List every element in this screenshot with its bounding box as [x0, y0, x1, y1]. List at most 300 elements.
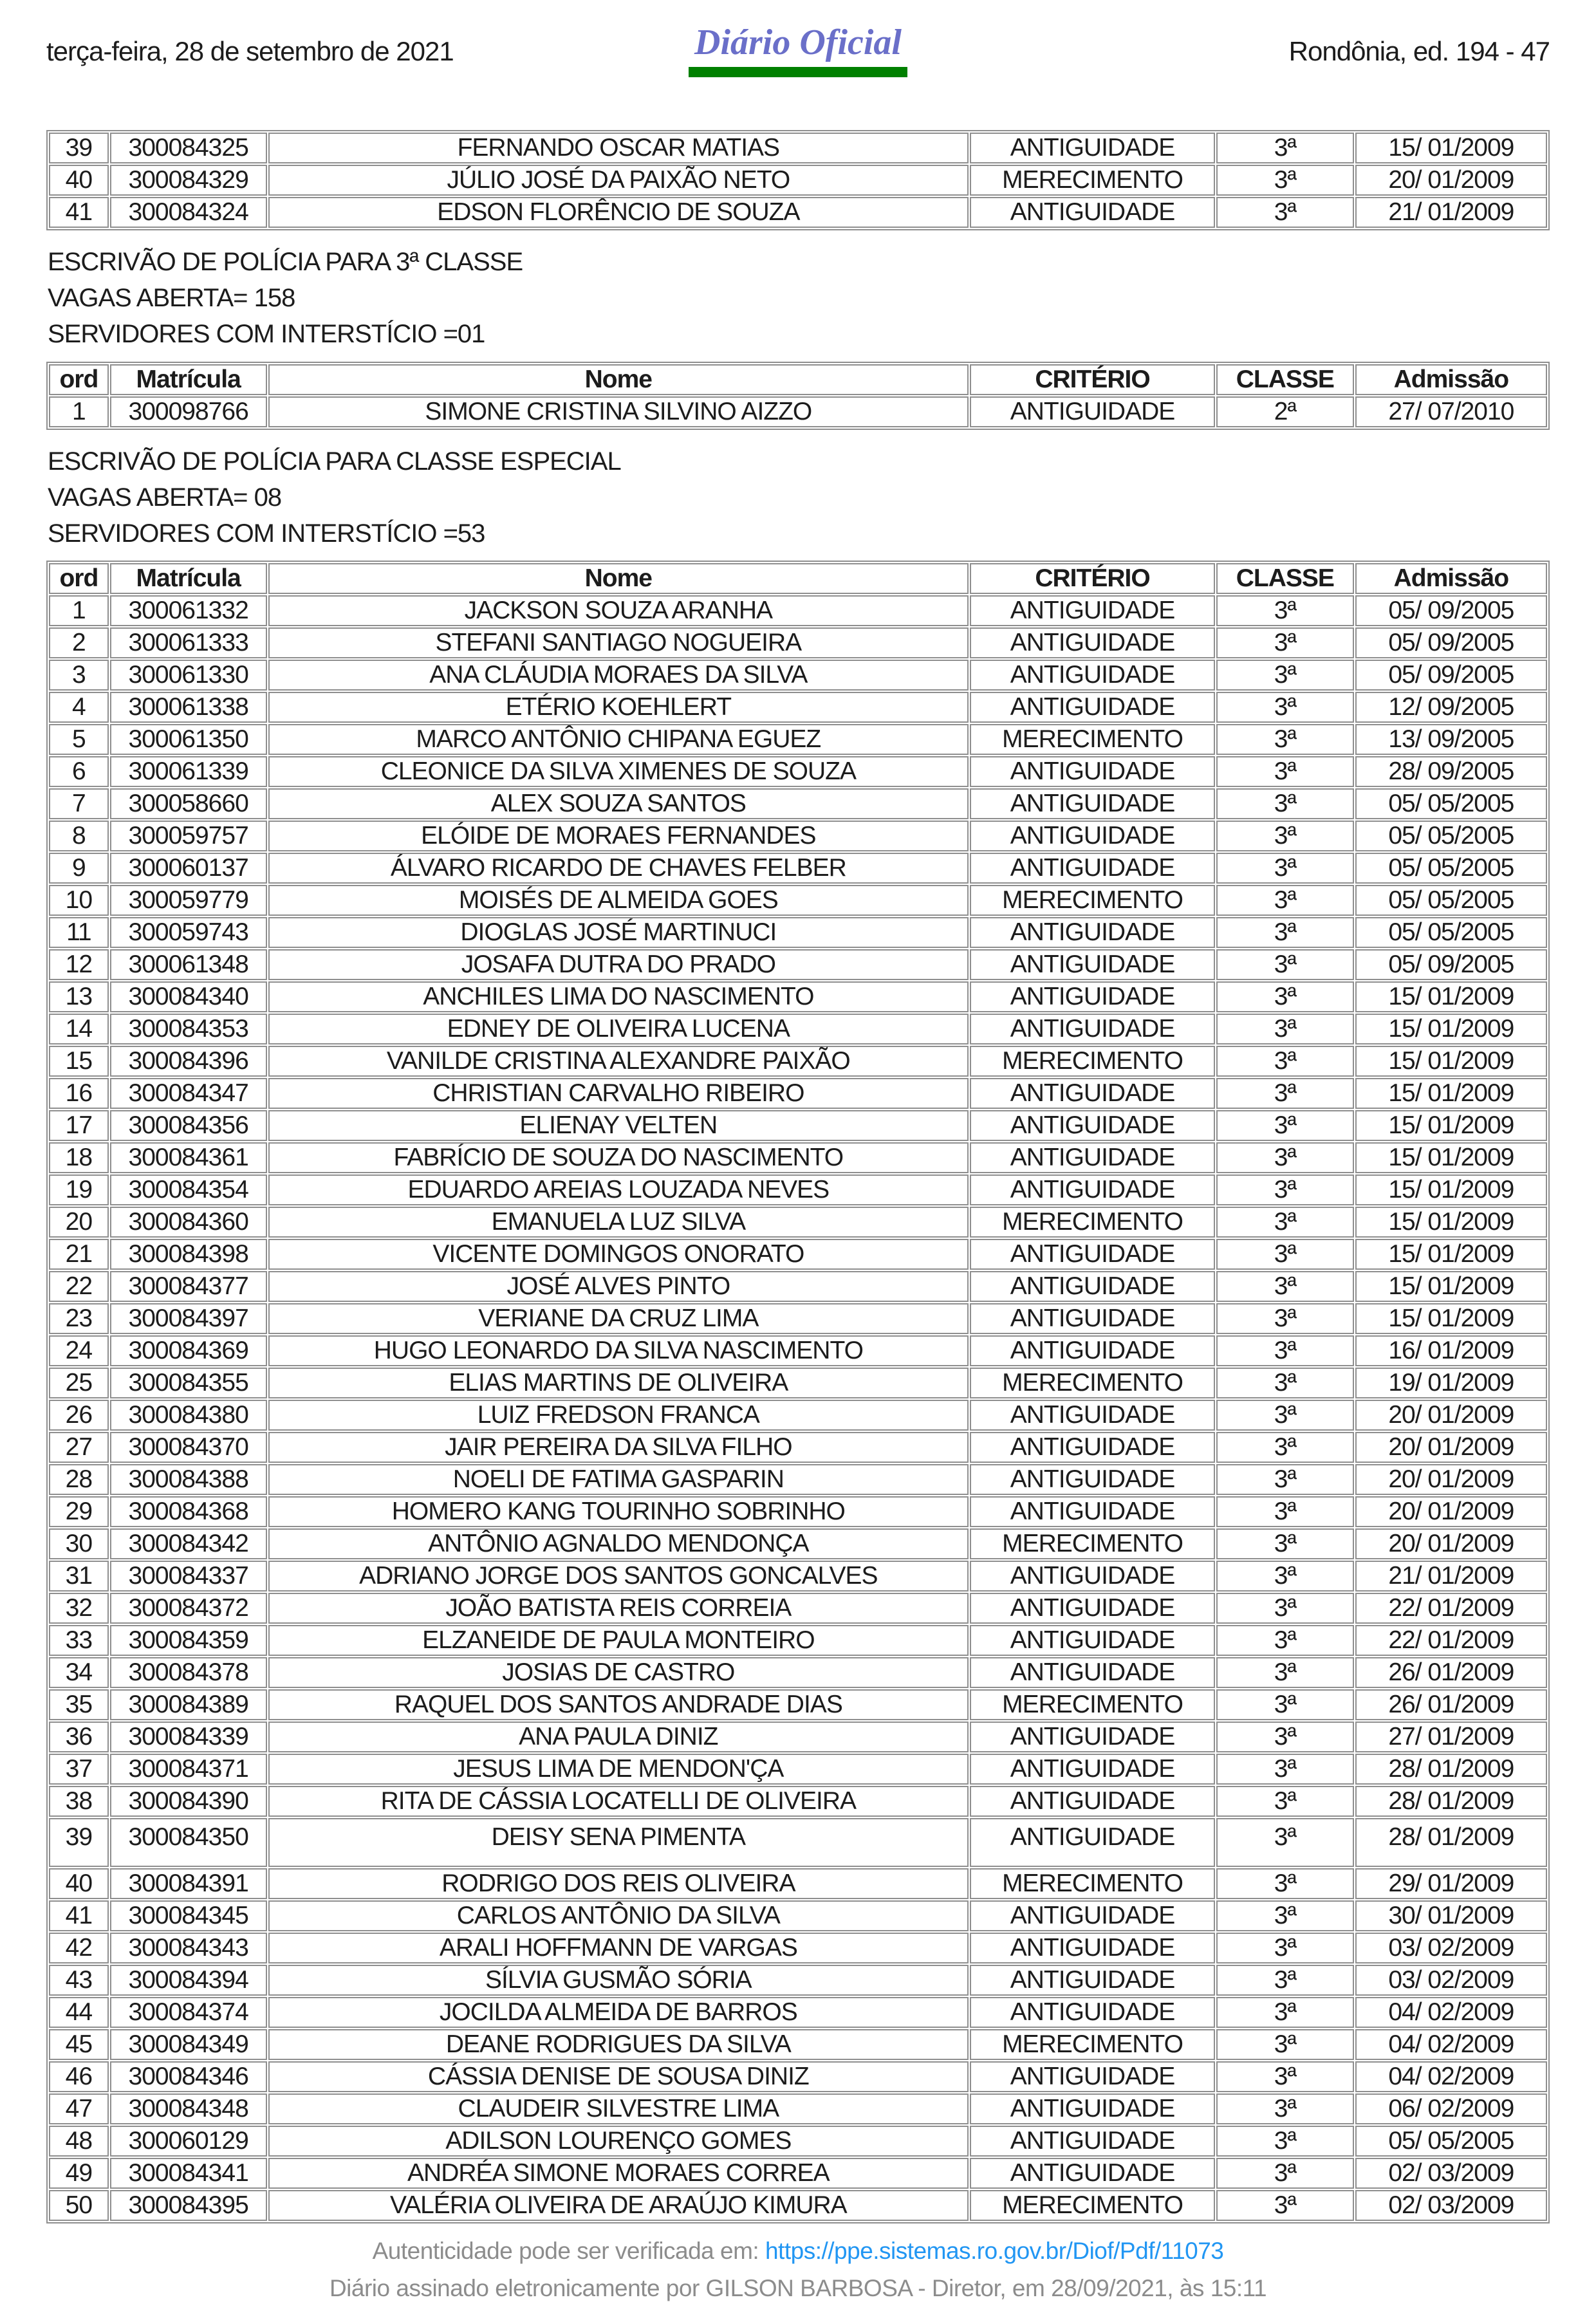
- table-row: [49, 981, 1547, 1012]
- table-cell: 300084378: [110, 1657, 267, 1688]
- table-cell: 300084390: [110, 1786, 267, 1817]
- table-cell: 3ª: [1216, 724, 1354, 755]
- table-cell: 44: [49, 1997, 109, 2028]
- table-cell: 300061350: [110, 724, 267, 755]
- table-cell: 3ª: [1216, 1335, 1354, 1366]
- promotion-table-terceira-classe: [46, 362, 1550, 430]
- table-cell: JESUS LIMA DE MENDON'ÇA: [268, 1754, 969, 1785]
- masthead-title-block: [689, 22, 907, 77]
- table-cell: 19: [49, 1174, 109, 1205]
- table-row: [49, 1110, 1547, 1141]
- table-row: [49, 853, 1547, 884]
- table-cell: FERNANDO OSCAR MATIAS: [268, 133, 969, 163]
- table-row: [49, 1335, 1547, 1366]
- table-cell: 3ª: [1216, 660, 1354, 691]
- table-cell: 15/ 01/2009: [1355, 1078, 1547, 1109]
- table-cell: 15/ 01/2009: [1355, 1142, 1547, 1173]
- table-cell: 05/ 09/2005: [1355, 627, 1547, 658]
- table-row: [49, 2190, 1547, 2221]
- table-cell: ANTIGUIDADE: [970, 1786, 1215, 1817]
- table-cell: MARCO ANTÔNIO CHIPANA EGUEZ: [268, 724, 969, 755]
- table-cell: CARLOS ANTÔNIO DA SILVA: [268, 1900, 969, 1931]
- table-cell: EDNEY DE OLIVEIRA LUCENA: [268, 1014, 969, 1044]
- table-cell: 15/ 01/2009: [1355, 1271, 1547, 1302]
- table-row: [49, 1078, 1547, 1109]
- column-header: Nome: [268, 563, 969, 594]
- authenticity-prefix: Autenticidade pode ser verificada em:: [372, 2238, 765, 2265]
- table-cell: 300084324: [110, 197, 267, 228]
- table-cell: 300084380: [110, 1400, 267, 1431]
- table-cell: 27: [49, 1432, 109, 1463]
- table-cell: 15/ 01/2009: [1355, 1110, 1547, 1141]
- page-footer: [46, 2238, 1550, 2302]
- table-cell: 300084337: [110, 1561, 267, 1592]
- table-cell: 300084391: [110, 1868, 267, 1899]
- table-cell: 16: [49, 1078, 109, 1109]
- table-row: [49, 1496, 1547, 1527]
- table-cell: 19/ 01/2009: [1355, 1368, 1547, 1398]
- table-cell: 16/ 01/2009: [1355, 1335, 1547, 1366]
- table-cell: 300084348: [110, 2093, 267, 2124]
- table-cell: MERECIMENTO: [970, 885, 1215, 916]
- table-cell: 300084360: [110, 1207, 267, 1238]
- table-cell: 3ª: [1216, 197, 1354, 228]
- table-cell: 3ª: [1216, 1818, 1354, 1867]
- table-cell: 3ª: [1216, 1965, 1354, 1996]
- table-cell: ANTIGUIDADE: [970, 1997, 1215, 2028]
- table-cell: 49: [49, 2158, 109, 2189]
- table-cell: 9: [49, 853, 109, 884]
- table-cell: 300084370: [110, 1432, 267, 1463]
- table-cell: 3ª: [1216, 1997, 1354, 2028]
- table-cell: 18: [49, 1142, 109, 1173]
- table-cell: CLEONICE DA SILVA XIMENES DE SOUZA: [268, 756, 969, 787]
- column-header: CRITÉRIO: [970, 364, 1215, 395]
- table-cell: 300084341: [110, 2158, 267, 2189]
- table-cell: ELZANEIDE DE PAULA MONTEIRO: [268, 1625, 969, 1656]
- table-cell: 3ª: [1216, 1142, 1354, 1173]
- table-cell: ANTIGUIDADE: [970, 1593, 1215, 1624]
- table-cell: 02/ 03/2009: [1355, 2158, 1547, 2189]
- table-cell: 03/ 02/2009: [1355, 1933, 1547, 1963]
- table-cell: 300084389: [110, 1689, 267, 1720]
- table-cell: DEANE RODRIGUES DA SILVA: [268, 2029, 969, 2060]
- table-cell: 30/ 01/2009: [1355, 1900, 1547, 1931]
- table-cell: ANTIGUIDADE: [970, 917, 1215, 948]
- table-cell: 300084355: [110, 1368, 267, 1398]
- table-cell: HUGO LEONARDO DA SILVA NASCIMENTO: [268, 1335, 969, 1366]
- table-cell: 300084395: [110, 2190, 267, 2221]
- table-cell: MERECIMENTO: [970, 724, 1215, 755]
- table-cell: ANTIGUIDADE: [970, 1722, 1215, 1752]
- table-cell: DIOGLAS JOSÉ MARTINUCI: [268, 917, 969, 948]
- table-cell: 24: [49, 1335, 109, 1366]
- table-cell: 3ª: [1216, 1786, 1354, 1817]
- table-cell: ADILSON LOURENÇO GOMES: [268, 2126, 969, 2157]
- table-cell: 300084368: [110, 1496, 267, 1527]
- table-cell: JOÃO BATISTA REIS CORREIA: [268, 1593, 969, 1624]
- table-cell: 300084374: [110, 1997, 267, 2028]
- table-cell: 300084371: [110, 1754, 267, 1785]
- table-cell: ANTIGUIDADE: [970, 1657, 1215, 1688]
- table-cell: 3ª: [1216, 853, 1354, 884]
- table-cell: 300061332: [110, 595, 267, 626]
- table-cell: JOSAFA DUTRA DO PRADO: [268, 949, 969, 980]
- table-cell: 3ª: [1216, 1900, 1354, 1931]
- promotion-table-continued: [46, 130, 1550, 230]
- table-row: [49, 1432, 1547, 1463]
- table-row: [49, 595, 1547, 626]
- table-cell: 3: [49, 660, 109, 691]
- table-cell: MERECIMENTO: [970, 1528, 1215, 1559]
- table-cell: ANTIGUIDADE: [970, 1110, 1215, 1141]
- table-cell: EDSON FLORÊNCIO DE SOUZA: [268, 197, 969, 228]
- table-cell: 21: [49, 1239, 109, 1270]
- table-cell: ANTIGUIDADE: [970, 1933, 1215, 1963]
- table-cell: 3ª: [1216, 1014, 1354, 1044]
- table-cell: ANTIGUIDADE: [970, 1965, 1215, 1996]
- table-row: [49, 197, 1547, 228]
- table-cell: 3ª: [1216, 2126, 1354, 2157]
- table-cell: 3ª: [1216, 1368, 1354, 1398]
- table-cell: 15/ 01/2009: [1355, 1174, 1547, 1205]
- table-cell: RODRIGO DOS REIS OLIVEIRA: [268, 1868, 969, 1899]
- table-cell: 33: [49, 1625, 109, 1656]
- table-cell: EMANUELA LUZ SILVA: [268, 1207, 969, 1238]
- column-header: Nome: [268, 364, 969, 395]
- table-cell: 05/ 09/2005: [1355, 595, 1547, 626]
- table-cell: CLAUDEIR SILVESTRE LIMA: [268, 2093, 969, 2124]
- table-cell: VANILDE CRISTINA ALEXANDRE PAIXÃO: [268, 1046, 969, 1077]
- table-cell: NOELI DE FATIMA GASPARIN: [268, 1464, 969, 1495]
- table-cell: 40: [49, 1868, 109, 1899]
- table-cell: ANTIGUIDADE: [970, 853, 1215, 884]
- table-cell: ANTIGUIDADE: [970, 2061, 1215, 2092]
- table-cell: ETÉRIO KOEHLERT: [268, 692, 969, 723]
- table-cell: 3ª: [1216, 1432, 1354, 1463]
- table-cell: ANTIGUIDADE: [970, 821, 1215, 851]
- table-cell: ANTIGUIDADE: [970, 2126, 1215, 2157]
- table-cell: 3ª: [1216, 595, 1354, 626]
- table-cell: 300059779: [110, 885, 267, 916]
- table-cell: 3ª: [1216, 1657, 1354, 1688]
- column-header: ord: [49, 563, 109, 594]
- table-cell: 20/ 01/2009: [1355, 1528, 1547, 1559]
- table-cell: 04/ 02/2009: [1355, 2029, 1547, 2060]
- table-cell: ANA PAULA DINIZ: [268, 1722, 969, 1752]
- table-cell: MERECIMENTO: [970, 1046, 1215, 1077]
- table-cell: 300084346: [110, 2061, 267, 2092]
- table-cell: EDUARDO AREIAS LOUZADA NEVES: [268, 1174, 969, 1205]
- table-cell: 300060129: [110, 2126, 267, 2157]
- table-cell: 3ª: [1216, 1754, 1354, 1785]
- table-cell: ANTIGUIDADE: [970, 1625, 1215, 1656]
- table-row: [49, 1303, 1547, 1334]
- table-cell: 300061338: [110, 692, 267, 723]
- table-cell: 02/ 03/2009: [1355, 2190, 1547, 2221]
- table-row: [49, 1933, 1547, 1963]
- table-cell: ANTIGUIDADE: [970, 1303, 1215, 1334]
- table-cell: 05/ 09/2005: [1355, 949, 1547, 980]
- table-cell: 04/ 02/2009: [1355, 1997, 1547, 2028]
- table-cell: STEFANI SANTIAGO NOGUEIRA: [268, 627, 969, 658]
- table-cell: 05/ 05/2005: [1355, 917, 1547, 948]
- table-cell: ANTIGUIDADE: [970, 1078, 1215, 1109]
- table-row: [49, 2158, 1547, 2189]
- table-cell: 47: [49, 2093, 109, 2124]
- table-cell: 3ª: [1216, 981, 1354, 1012]
- table-cell: ELÓIDE DE MORAES FERNANDES: [268, 821, 969, 851]
- table-cell: 41: [49, 1900, 109, 1931]
- section-classe-especial: [48, 447, 1550, 550]
- table-cell: ANTIGUIDADE: [970, 197, 1215, 228]
- table-cell: 15/ 01/2009: [1355, 1303, 1547, 1334]
- table-row: [49, 1368, 1547, 1398]
- table-cell: 3ª: [1216, 1046, 1354, 1077]
- table-cell: 22/ 01/2009: [1355, 1593, 1547, 1624]
- table-cell: 3ª: [1216, 2029, 1354, 2060]
- table-cell: ANTIGUIDADE: [970, 1239, 1215, 1270]
- table-cell: 20/ 01/2009: [1355, 1464, 1547, 1495]
- table-cell: ANTIGUIDADE: [970, 1496, 1215, 1527]
- table-row: [49, 396, 1547, 427]
- table-cell: 300084339: [110, 1722, 267, 1752]
- table-row: [49, 724, 1547, 755]
- table-cell: 05/ 05/2005: [1355, 2126, 1547, 2157]
- table-cell: 15/ 01/2009: [1355, 1014, 1547, 1044]
- table-cell: 39: [49, 133, 109, 163]
- table-cell: 3ª: [1216, 1078, 1354, 1109]
- table-cell: 12: [49, 949, 109, 980]
- table-cell: 300098766: [110, 396, 267, 427]
- table-cell: 45: [49, 2029, 109, 2060]
- masthead: [46, 18, 1550, 97]
- table-row: [49, 1207, 1547, 1238]
- table-cell: 5: [49, 724, 109, 755]
- table-cell: 7: [49, 788, 109, 819]
- table-cell: 29: [49, 1496, 109, 1527]
- table-cell: 2: [49, 627, 109, 658]
- signature-line: Diário assinado eletronicamente por GILSON BARBOSA - Diretor, em 28/09/2021, às 15:11: [329, 2275, 1267, 2302]
- table-cell: 300084342: [110, 1528, 267, 1559]
- table-row: [49, 1722, 1547, 1752]
- table-cell: 6: [49, 756, 109, 787]
- table-cell: 3ª: [1216, 2061, 1354, 2092]
- table-cell: ANTIGUIDADE: [970, 1818, 1215, 1867]
- table-row: [49, 660, 1547, 691]
- table-cell: 300084377: [110, 1271, 267, 1302]
- table-cell: ANTIGUIDADE: [970, 1900, 1215, 1931]
- table-cell: 48: [49, 2126, 109, 2157]
- table-cell: 3ª: [1216, 1207, 1354, 1238]
- table-cell: 1: [49, 595, 109, 626]
- table-cell: 38: [49, 1786, 109, 1817]
- table-cell: 28: [49, 1464, 109, 1495]
- table-cell: 14: [49, 1014, 109, 1044]
- section-vagas: VAGAS ABERTA= 08: [48, 483, 282, 512]
- table-cell: 300084394: [110, 1965, 267, 1996]
- table-cell: 05/ 09/2005: [1355, 660, 1547, 691]
- table-cell: 35: [49, 1689, 109, 1720]
- table-cell: 300084398: [110, 1239, 267, 1270]
- table-cell: 20/ 01/2009: [1355, 165, 1547, 196]
- table-row: [49, 1464, 1547, 1495]
- section-vagas: VAGAS ABERTA= 158: [48, 284, 295, 313]
- table-cell: 26/ 01/2009: [1355, 1657, 1547, 1688]
- table-row: [49, 627, 1547, 658]
- table-cell: ANTIGUIDADE: [970, 627, 1215, 658]
- table-cell: 13: [49, 981, 109, 1012]
- table-row: [49, 1997, 1547, 2028]
- table-cell: 300084350: [110, 1818, 267, 1867]
- table-row: [49, 1868, 1547, 1899]
- table-cell: FABRÍCIO DE SOUZA DO NASCIMENTO: [268, 1142, 969, 1173]
- table-cell: MOISÉS DE ALMEIDA GOES: [268, 885, 969, 916]
- table-header-row: [49, 364, 1547, 395]
- table-cell: ANTIGUIDADE: [970, 949, 1215, 980]
- table-cell: SIMONE CRISTINA SILVINO AIZZO: [268, 396, 969, 427]
- table-cell: 15/ 01/2009: [1355, 133, 1547, 163]
- gazette-title: Diário Oficial: [694, 23, 902, 62]
- table-cell: ANTIGUIDADE: [970, 1464, 1215, 1495]
- table-cell: 3ª: [1216, 133, 1354, 163]
- table-cell: ARALI HOFFMANN DE VARGAS: [268, 1933, 969, 1963]
- table-cell: 300084349: [110, 2029, 267, 2060]
- table-cell: MERECIMENTO: [970, 165, 1215, 196]
- table-cell: 20/ 01/2009: [1355, 1432, 1547, 1463]
- table-row: [49, 2126, 1547, 2157]
- table-cell: 3ª: [1216, 692, 1354, 723]
- table-cell: ANTIGUIDADE: [970, 1142, 1215, 1173]
- table-cell: ANTIGUIDADE: [970, 133, 1215, 163]
- table-row: [49, 1965, 1547, 1996]
- table-row: [49, 1271, 1547, 1302]
- table-cell: JOSIAS DE CASTRO: [268, 1657, 969, 1688]
- table-cell: ANTIGUIDADE: [970, 660, 1215, 691]
- table-cell: 06/ 02/2009: [1355, 2093, 1547, 2124]
- table-cell: 12/ 09/2005: [1355, 692, 1547, 723]
- table-cell: 3ª: [1216, 1464, 1354, 1495]
- table-cell: 3ª: [1216, 1528, 1354, 1559]
- table-cell: 28/ 01/2009: [1355, 1818, 1547, 1867]
- table-cell: 20: [49, 1207, 109, 1238]
- table-cell: MERECIMENTO: [970, 1207, 1215, 1238]
- table-cell: 03/ 02/2009: [1355, 1965, 1547, 1996]
- table-cell: 25: [49, 1368, 109, 1398]
- table-cell: MERECIMENTO: [970, 1368, 1215, 1398]
- table-cell: ANTIGUIDADE: [970, 1754, 1215, 1785]
- table-row: [49, 692, 1547, 723]
- table-cell: 300084372: [110, 1593, 267, 1624]
- table-cell: 3ª: [1216, 1496, 1354, 1527]
- authenticity-line: [46, 2238, 1550, 2265]
- table-cell: MERECIMENTO: [970, 1868, 1215, 1899]
- table-cell: 3ª: [1216, 2190, 1354, 2221]
- table-cell: DEISY SENA PIMENTA: [268, 1818, 969, 1867]
- table-cell: 3ª: [1216, 917, 1354, 948]
- table-row: [49, 1014, 1547, 1044]
- table-cell: ANTIGUIDADE: [970, 756, 1215, 787]
- table-cell: 3ª: [1216, 756, 1354, 787]
- table-cell: JACKSON SOUZA ARANHA: [268, 595, 969, 626]
- table-row: [49, 2093, 1547, 2124]
- table-cell: VALÉRIA OLIVEIRA DE ARAÚJO KIMURA: [268, 2190, 969, 2221]
- table-cell: 3ª: [1216, 1239, 1354, 1270]
- table-cell: 300084354: [110, 1174, 267, 1205]
- table-cell: 31: [49, 1561, 109, 1592]
- table-cell: 21/ 01/2009: [1355, 197, 1547, 228]
- authenticity-link[interactable]: https://ppe.sistemas.ro.gov.br/Diof/Pdf/11073: [765, 2238, 1224, 2265]
- table-cell: 300058660: [110, 788, 267, 819]
- section-title: ESCRIVÃO DE POLÍCIA PARA 3ª CLASSE: [48, 248, 523, 276]
- table-cell: 05/ 05/2005: [1355, 885, 1547, 916]
- column-header: CRITÉRIO: [970, 563, 1215, 594]
- table-cell: 3ª: [1216, 1868, 1354, 1899]
- table-cell: 34: [49, 1657, 109, 1688]
- table-cell: 300084356: [110, 1110, 267, 1141]
- table-cell: ANTIGUIDADE: [970, 396, 1215, 427]
- table-cell: 300084359: [110, 1625, 267, 1656]
- table-cell: 3ª: [1216, 1400, 1354, 1431]
- section-title: ESCRIVÃO DE POLÍCIA PARA CLASSE ESPECIAL: [48, 447, 621, 476]
- table-cell: ELIAS MARTINS DE OLIVEIRA: [268, 1368, 969, 1398]
- table-cell: 3ª: [1216, 1174, 1354, 1205]
- table-cell: 13/ 09/2005: [1355, 724, 1547, 755]
- table-cell: 3ª: [1216, 1110, 1354, 1141]
- table-cell: 3ª: [1216, 627, 1354, 658]
- table-cell: 4: [49, 692, 109, 723]
- table-cell: 26: [49, 1400, 109, 1431]
- table-cell: 300084340: [110, 981, 267, 1012]
- table-cell: 300084329: [110, 165, 267, 196]
- column-header: Matrícula: [110, 563, 267, 594]
- table-row: [49, 885, 1547, 916]
- table-cell: ANTIGUIDADE: [970, 981, 1215, 1012]
- table-cell: CÁSSIA DENISE DE SOUSA DINIZ: [268, 2061, 969, 2092]
- table-cell: 300084388: [110, 1464, 267, 1495]
- table-cell: 300084369: [110, 1335, 267, 1366]
- table-cell: 27/ 01/2009: [1355, 1722, 1547, 1752]
- table-cell: ANTIGUIDADE: [970, 2093, 1215, 2124]
- table-row: [49, 1900, 1547, 1931]
- table-cell: 42: [49, 1933, 109, 1963]
- table-cell: ANDRÉA SIMONE MORAES CORREA: [268, 2158, 969, 2189]
- table-cell: ANTIGUIDADE: [970, 1174, 1215, 1205]
- table-cell: ANTIGUIDADE: [970, 692, 1215, 723]
- table-cell: JOCILDA ALMEIDA DE BARROS: [268, 1997, 969, 2028]
- table-cell: SÍLVIA GUSMÃO SÓRIA: [268, 1965, 969, 1996]
- table-cell: ELIENAY VELTEN: [268, 1110, 969, 1141]
- table-cell: 15/ 01/2009: [1355, 1046, 1547, 1077]
- table-row: [49, 1657, 1547, 1688]
- table-row: [49, 1142, 1547, 1173]
- table-cell: LUIZ FREDSON FRANCA: [268, 1400, 969, 1431]
- table-row: [49, 1786, 1547, 1817]
- table-row: [49, 2061, 1547, 2092]
- table-row: [49, 1528, 1547, 1559]
- table-cell: ÁLVARO RICARDO DE CHAVES FELBER: [268, 853, 969, 884]
- table-cell: 10: [49, 885, 109, 916]
- table-row: [49, 1818, 1547, 1867]
- table-row: [49, 133, 1547, 163]
- table-cell: 300084397: [110, 1303, 267, 1334]
- table-cell: 05/ 05/2005: [1355, 853, 1547, 884]
- table-row: [49, 1239, 1547, 1270]
- section-terceira-classe: [48, 247, 1550, 350]
- table-row: [49, 1593, 1547, 1624]
- table-cell: 300061330: [110, 660, 267, 691]
- table-cell: 300084396: [110, 1046, 267, 1077]
